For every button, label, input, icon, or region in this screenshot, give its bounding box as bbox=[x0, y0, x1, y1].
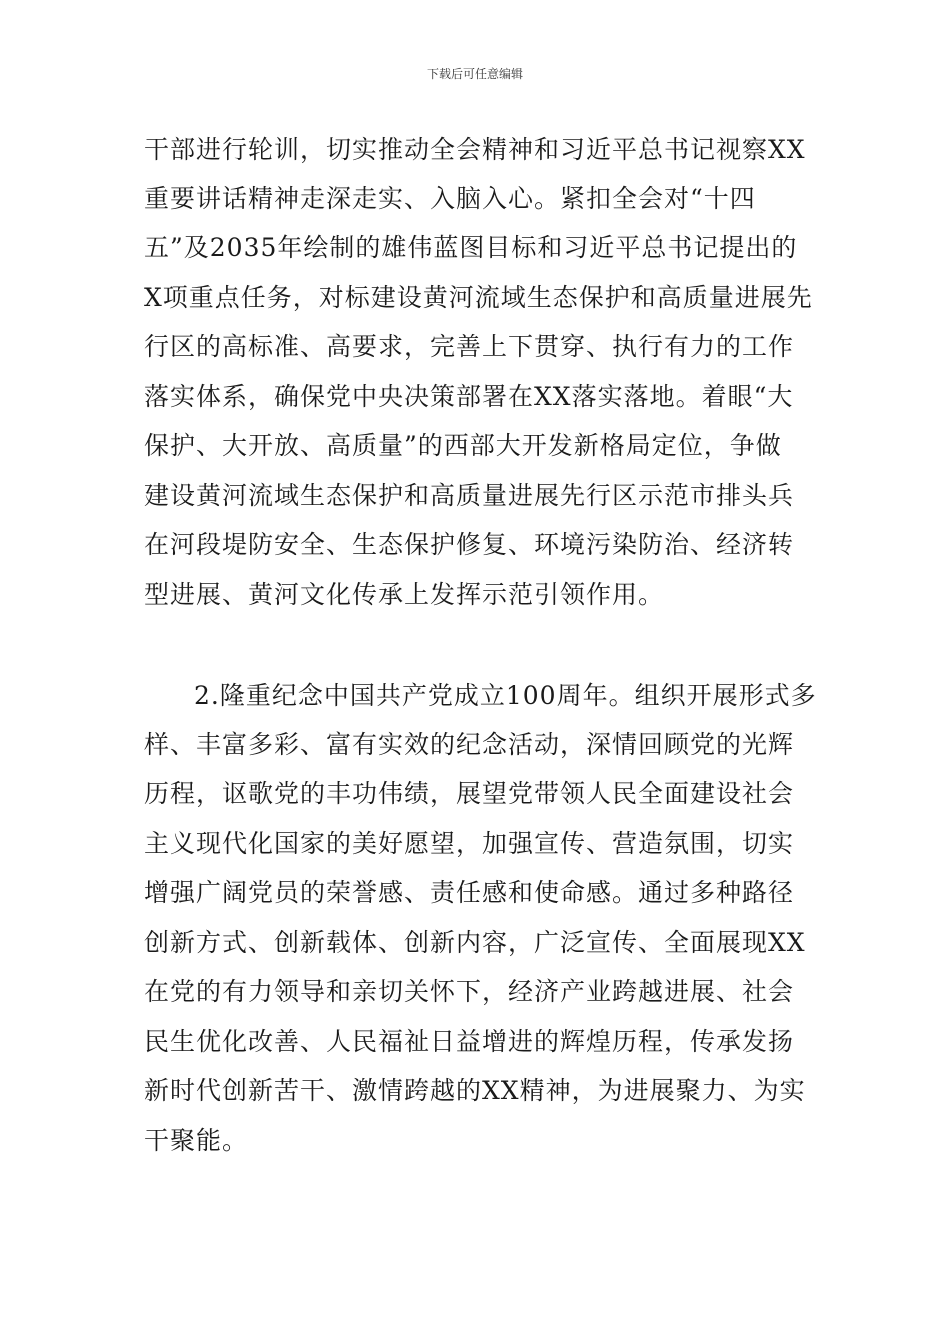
paragraph-1-line-9: 在河段堤防安全、生态保护修复、环境污染防治、经济转 bbox=[144, 530, 795, 559]
paragraph-1-line-10: 型进展、黄河文化传承上发挥示范引领作用。 bbox=[144, 580, 665, 609]
paragraph-2-line-1: 2.隆重纪念中国共产党成立100周年。组织开展形式多 bbox=[194, 681, 817, 710]
paragraph-1-line-2: 重要讲话精神走深走实、入脑入心。紧扣全会对“十四 bbox=[144, 184, 756, 213]
paragraph-2-line-3: 历程，讴歌党的丰功伟绩，展望党带领人民全面建设社会 bbox=[144, 779, 795, 808]
paragraph-1-line-3: 五”及2035年绘制的雄伟蓝图目标和习近平总书记提出的 bbox=[144, 233, 798, 262]
paragraph-2-line-5: 增强广阔党员的荣誉感、责任感和使命感。通过多种路径 bbox=[144, 878, 795, 907]
paragraph-1-line-4: X项重点任务，对标建设黄河流域生态保护和高质量进展先 bbox=[144, 283, 813, 312]
paragraph-1-line-5: 行区的高标准、高要求，完善上下贯穿、执行有力的工作 bbox=[144, 332, 795, 361]
paragraph-1-line-7: 保护、大开放、高质量”的西部大开发新格局定位，争做 bbox=[144, 431, 782, 460]
paragraph-1-line-1: 干部进行轮训，切实推动全会精神和习近平总书记视察XX bbox=[144, 135, 806, 164]
paragraph-2-line-2: 样、丰富多彩、富有实效的纪念活动，深情回顾党的光辉 bbox=[144, 730, 795, 759]
paragraph-2-line-8: 民生优化改善、人民福祉日益增进的辉煌历程，传承发扬 bbox=[144, 1027, 795, 1056]
paragraph-2-line-4: 主义现代化国家的美好愿望，加强宣传、营造氛围，切实 bbox=[144, 829, 795, 858]
paragraph-2-line-10: 干聚能。 bbox=[144, 1126, 249, 1155]
paragraph-1-line-8: 建设黄河流域生态保护和高质量进展先行区示范市排头兵 bbox=[144, 481, 795, 510]
paragraph-2-line-9: 新时代创新苦干、激情跨越的XX精神，为进展聚力、为实 bbox=[144, 1076, 806, 1105]
paragraph-1-line-6: 落实体系，确保党中央决策部署在XX落实落地。着眼“大 bbox=[144, 382, 794, 411]
page-header: 下载后可任意编辑 bbox=[426, 67, 523, 81]
paragraph-2-line-6: 创新方式、创新载体、创新内容，广泛宣传、全面展现XX bbox=[144, 928, 806, 957]
paragraph-2-line-7: 在党的有力领导和亲切关怀下，经济产业跨越进展、社会 bbox=[144, 977, 795, 1006]
